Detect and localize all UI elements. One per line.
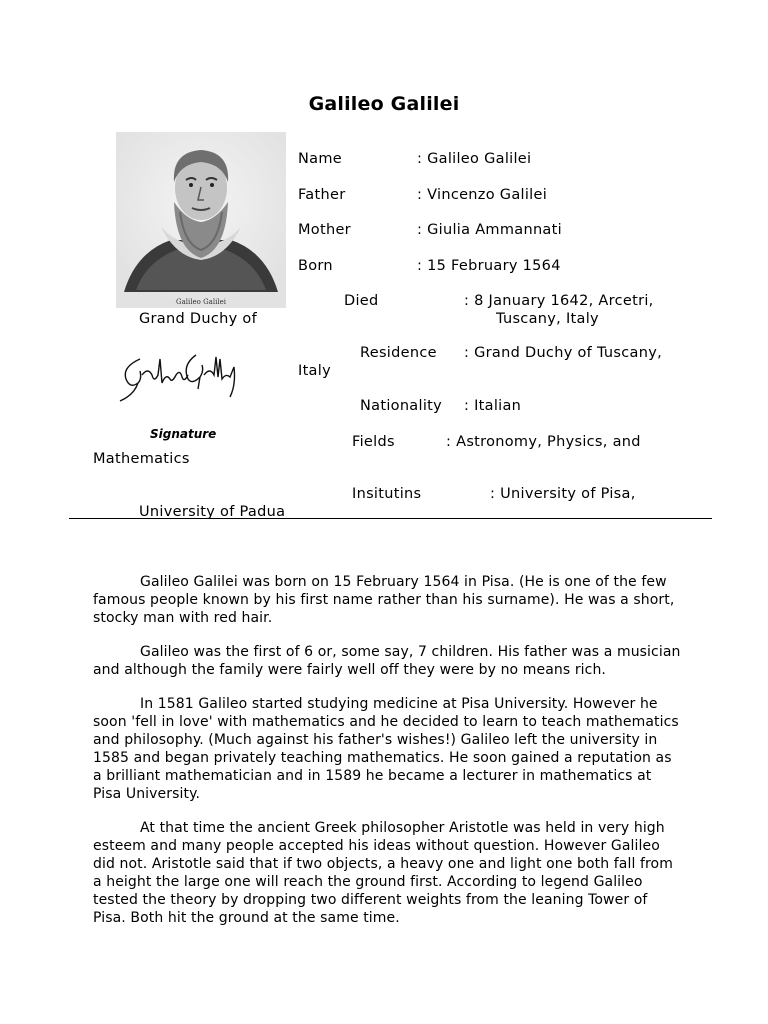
mother-label: Mother [298, 222, 351, 238]
paragraph: At that time the ancient Greek philosopher Aristotle was held in very high esteem and many people accepted his ideas without question. However Galileo did not. Aristotle said that if two objects, a heavy one and light one both fall from a height the large one will reach the ground first. According to legend Galileo tested the theory by dropping two different weights from the leaning Tower of Pisa. Both hit the ground at the same time. [93, 820, 673, 926]
paragraph: Galileo Galilei was born on 15 February 1564 in Pisa. (He is one of the few famous people known by his first name rather than his surname). He was a short, stocky man with red hair. [93, 574, 675, 626]
institutions-label: Insitutins [352, 486, 422, 502]
portrait-caption: Galileo Galilei [176, 298, 226, 306]
paragraph: In 1581 Galileo started studying medicine at Pisa University. However he soon 'fell in love' with mathematics and he decided to learn to teach mathematics and philosophy. (Much against his father's wishes!) Galileo left the university in 1585 and began privately teaching mathematics. He soon gained a reputation as a brilliant mathematician and in 1589 he became a lecturer in mathematics at Pisa University. [93, 696, 679, 802]
paragraph: Galileo was the first of 6 or, some say, 7 children. His father was a musician and although the family were fairly well off they were by no means rich. [93, 644, 681, 678]
mother-value: : Giulia Ammannati [417, 222, 562, 238]
page-title: Galileo Galilei [308, 93, 460, 115]
born-label: Born [298, 258, 333, 274]
nationality-value: : Italian [464, 398, 522, 414]
signature-caption: Signature [150, 427, 217, 441]
name-value: : Galileo Galilei [417, 151, 532, 167]
residence-value: : Grand Duchy of Tuscany, [464, 345, 663, 361]
divider [69, 518, 712, 519]
biography-text [93, 573, 683, 943]
residence-label: Residence [360, 345, 437, 361]
father-value: : Vincenzo Galilei [417, 187, 548, 203]
died-value: : 8 January 1642, Arcetri, [464, 293, 654, 309]
name-label: Name [298, 151, 342, 167]
institutions-value: : University of Pisa, [490, 486, 636, 502]
fields-value: : Astronomy, Physics, and [446, 434, 641, 450]
fields-value-cont: Mathematics [93, 451, 190, 467]
signature-script: Galileo Galilei [112, 345, 119, 346]
died-label: Died [344, 293, 379, 309]
grand-duchy-fragment: Grand Duchy of [139, 311, 257, 327]
institutions-value-cont: University of Padua [139, 504, 286, 520]
died-value-cont: Tuscany, Italy [496, 311, 599, 327]
signature-image [112, 345, 247, 407]
nationality-label: Nationality [360, 398, 443, 414]
father-label: Father [298, 187, 346, 203]
fields-label: Fields [352, 434, 395, 450]
residence-value-cont: Italy [298, 363, 331, 379]
born-value: : 15 February 1564 [417, 258, 561, 274]
portrait-image [116, 132, 286, 308]
